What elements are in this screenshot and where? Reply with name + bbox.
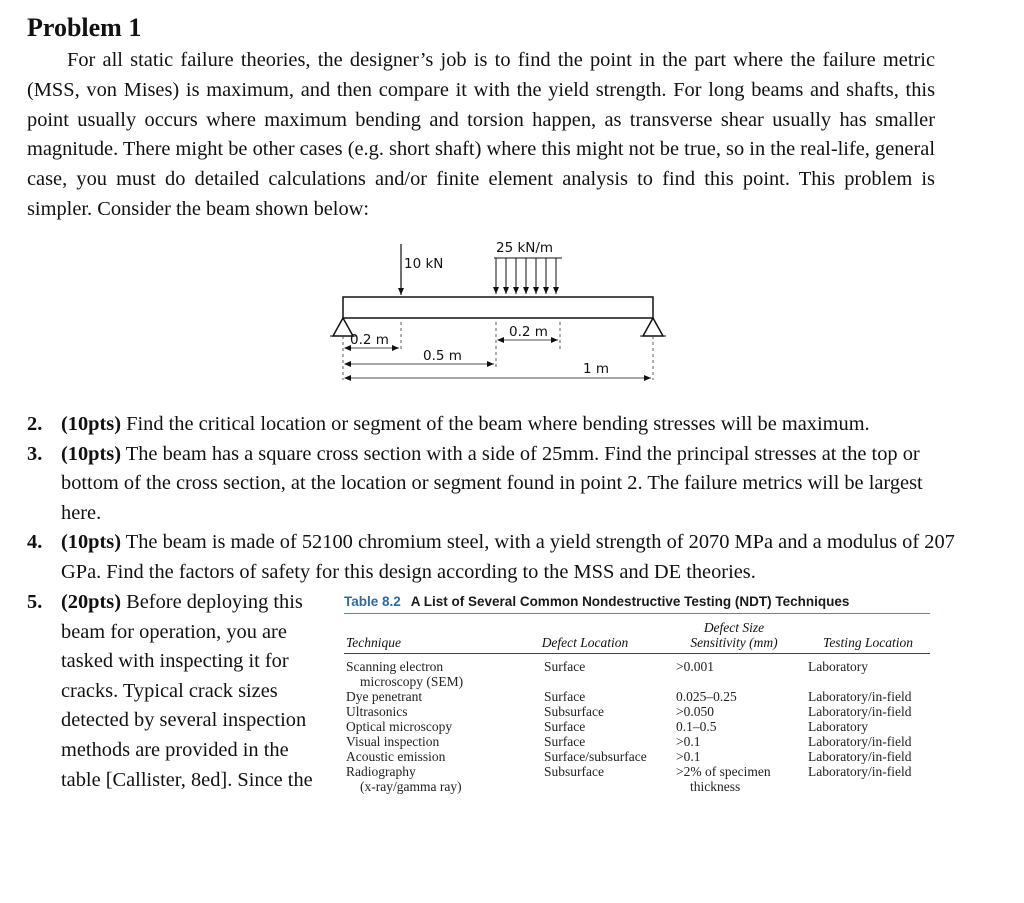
problem-intro: For all static failure theories, the designer’s job is to find the point in the part where the failure metric (MSS, von Mises) is maximum, and then compare it with the yield strength. For long beams and shafts, this point usually occurs where maximum bending and torsion happen, as transverse shear usually has smaller magnitude. There might be other cases (e.g. short shaft) where this might not be true, so in the real-life, general case, you must do detailed calculations and/or finite element analysis to find this point. This problem is simpler. Consider the beam shown below: xyxy=(27,49,935,220)
question-5 xyxy=(27,588,327,795)
cell-testing: Laboratory/in-field xyxy=(808,764,912,779)
question-text-rest: beam for operation, you are tasked with inspecting it for cracks. Typical crack sizes detected by several inspection methods are provided in the table [Callister, 8ed]. Since the xyxy=(61,620,313,791)
header-defect-size-line2: Sensitivity (mm) xyxy=(690,635,778,650)
cell-location: Surface xyxy=(544,689,586,704)
dim-label-1: 0.2 m xyxy=(350,332,389,348)
cell-technique: Dye penetrant xyxy=(346,689,423,704)
right-pin-support-icon xyxy=(640,318,666,336)
beam xyxy=(343,297,653,318)
header-defect-size xyxy=(662,618,806,654)
question-number: 5. xyxy=(27,591,43,613)
question-number: 2. xyxy=(27,413,43,435)
header-testing-location: Testing Location xyxy=(806,618,930,654)
question-number: 4. xyxy=(27,531,43,554)
cell-technique: Optical microscopy xyxy=(346,719,453,734)
question-2 xyxy=(27,410,957,440)
question-list xyxy=(27,410,957,588)
ndt-table-block xyxy=(344,594,930,794)
cell-testing: Laboratory/in-field xyxy=(808,689,912,704)
header-technique: Technique xyxy=(344,618,508,654)
distributed-load-arrows xyxy=(494,258,562,294)
dim-label-3: 0.2 m xyxy=(509,324,548,340)
problem-title: Problem 1 xyxy=(27,13,142,42)
question-3 xyxy=(27,440,957,529)
question-text: The beam has a square cross section with a side of 25mm. Find the principal stresses at the top or bottom of the cross section, at the location or segment found in point 2. The failure metrics will be largest here. xyxy=(61,442,923,524)
question-text: Find the critical location or segment of the beam where bending stresses will be maximum. xyxy=(121,413,870,435)
cell-testing: Laboratory xyxy=(808,719,868,734)
table-row xyxy=(344,734,930,749)
table-row xyxy=(344,764,930,794)
question-points: (10pts) xyxy=(61,442,122,465)
question-4 xyxy=(27,528,957,587)
question-text: The beam is made of 52100 chromium steel, with a yield strength of 2070 MPa and a modulus of 207 GPa. Find the factors of safety for this design according to the MSS and DE theories. xyxy=(61,531,955,583)
table-number: Table 8.2 xyxy=(344,594,401,609)
cell-size: >0.001 xyxy=(676,659,714,674)
cell-testing: Laboratory xyxy=(808,659,868,674)
cell-size: 0.025–0.25 xyxy=(676,689,737,704)
dim-label-4: 1 m xyxy=(583,361,610,377)
table-caption-text: A List of Several Common Nondestructive Testing (NDT) Techniques xyxy=(410,594,850,609)
question-points: (10pts) xyxy=(61,531,122,554)
beam-diagram xyxy=(0,230,1024,390)
table-row xyxy=(344,749,930,764)
cell-technique: Visual inspection xyxy=(346,734,440,749)
cell-location: Surface xyxy=(544,719,586,734)
cell-location: Subsurface xyxy=(544,704,604,719)
cell-testing: Laboratory/in-field xyxy=(808,704,912,719)
cell-size: >0.050 xyxy=(676,704,714,719)
distributed-load-label: 25 kN/m xyxy=(496,240,554,256)
cell-technique: Ultrasonics xyxy=(346,704,408,719)
cell-testing: Laboratory/in-field xyxy=(808,734,912,749)
cell-location: Surface xyxy=(544,659,586,674)
cell-size: >0.1 xyxy=(676,734,701,749)
cell-location: Subsurface xyxy=(544,764,604,779)
question-text-first: Before deploying this xyxy=(121,591,303,613)
cell-testing: Laboratory/in-field xyxy=(808,749,912,764)
cell-location: Surface/subsurface xyxy=(544,749,647,764)
header-defect-location: Defect Location xyxy=(508,618,662,654)
table-row xyxy=(344,704,930,719)
table-caption xyxy=(344,594,930,614)
cell-technique: Radiography (x-ray/gamma ray) xyxy=(346,764,462,794)
header-defect-size-line1: Defect Size xyxy=(703,620,765,635)
cell-size: >2% of specimen thickness xyxy=(676,764,771,794)
cell-technique: Acoustic emission xyxy=(346,749,446,764)
table-row xyxy=(344,689,930,704)
cell-size: >0.1 xyxy=(676,749,701,764)
question-points: (10pts) xyxy=(61,413,122,435)
cell-technique: Scanning electron microscopy (SEM) xyxy=(346,659,464,689)
point-load-label: 10 kN xyxy=(404,256,444,272)
cell-location: Surface xyxy=(544,734,586,749)
question-points: (20pts) xyxy=(61,591,122,613)
table-header-row xyxy=(344,618,930,654)
dim-label-2: 0.5 m xyxy=(423,348,462,364)
cell-size: 0.1–0.5 xyxy=(676,719,717,734)
ndt-table xyxy=(344,618,930,794)
question-number: 3. xyxy=(27,442,43,465)
table-row xyxy=(344,719,930,734)
table-row xyxy=(344,654,930,690)
